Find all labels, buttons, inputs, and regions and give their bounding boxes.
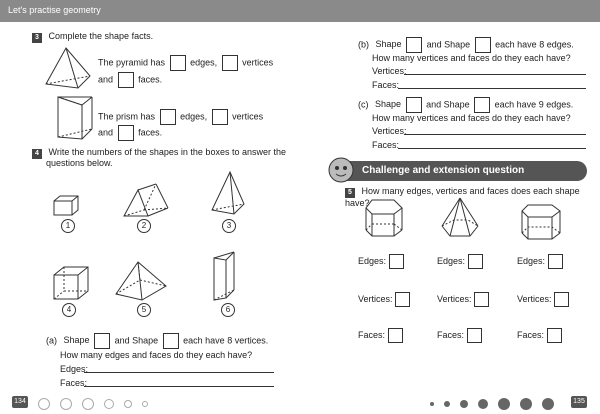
- q3-pyramid-line2: [98, 72, 162, 88]
- text: each have 8 vertices.: [183, 335, 269, 346]
- shape-label-6: 6: [221, 303, 235, 317]
- q5-shape3-faces: [517, 328, 562, 343]
- q5-hexagonal-prism: [520, 203, 564, 243]
- text: The pyramid has: [98, 57, 166, 68]
- footer-dot: [142, 401, 148, 407]
- pyramid-edges-box[interactable]: [170, 55, 186, 71]
- q4a-edges-answer-line[interactable]: [84, 372, 274, 373]
- footer-dot: [38, 398, 50, 410]
- text: vertices: [232, 111, 264, 122]
- q4b-line: [358, 37, 574, 53]
- q4c-line: [358, 97, 573, 113]
- shape-1-cuboid: [52, 195, 82, 217]
- footer-dot: [478, 399, 488, 409]
- text: Edges:: [437, 255, 466, 266]
- pyramid-faces-box[interactable]: [118, 72, 134, 88]
- text: Shape: [375, 99, 402, 110]
- q3-prism-line1: [98, 109, 263, 125]
- footer-dot: [444, 401, 450, 407]
- text: and Shape: [426, 39, 471, 50]
- prism-vertices-box[interactable]: [212, 109, 228, 125]
- q5-shape1-vertices-box[interactable]: [395, 292, 410, 307]
- footer-dot: [430, 402, 434, 406]
- text: faces.: [138, 74, 163, 85]
- text: each have 8 edges.: [495, 39, 574, 50]
- q4c-vertices-answer-line[interactable]: [404, 134, 586, 135]
- prism-edges-box[interactable]: [160, 109, 176, 125]
- q4-number: 4: [32, 149, 42, 159]
- text: edges,: [190, 57, 218, 68]
- text: vertices: [242, 57, 274, 68]
- text: each have 9 edges.: [494, 99, 574, 110]
- mascot-icon: [326, 155, 356, 185]
- prism-faces-box[interactable]: [118, 125, 134, 141]
- q5-shape2-faces-box[interactable]: [467, 328, 482, 343]
- q3-pyramid-shape: [44, 46, 94, 91]
- challenge-banner: Challenge and extension question: [332, 161, 587, 181]
- text: edges,: [180, 111, 208, 122]
- q4b-shape-box-1[interactable]: [406, 37, 422, 53]
- q5-prompt: How many edges, vertices and faces does each shape have?: [345, 186, 580, 208]
- footer-dot: [104, 399, 114, 409]
- text: Shape: [375, 39, 402, 50]
- shape-2-triangular-prism: [122, 182, 170, 220]
- q5-shape2-vertices: [437, 292, 489, 307]
- text: Shape: [63, 335, 90, 346]
- footer-dot: [542, 398, 554, 410]
- text: (c): [358, 99, 369, 110]
- shape-4-cube: [52, 265, 92, 301]
- text: and: [98, 127, 114, 138]
- q5-shape1-faces-box[interactable]: [388, 328, 403, 343]
- q4c-question: How many vertices and faces do they each have?: [372, 113, 571, 123]
- q4a-faces-label: Faces:: [60, 378, 88, 388]
- q5-shape2-faces: [437, 328, 482, 343]
- q3-number: 3: [32, 33, 42, 43]
- text: Edges:: [517, 255, 546, 266]
- shape-label-3: 3: [222, 219, 236, 233]
- q5-shape2-edges: [437, 254, 483, 269]
- q5-shape2-edges-box[interactable]: [468, 254, 483, 269]
- q5-shape3-edges: [517, 254, 563, 269]
- q4c-faces-label: Faces:: [372, 140, 400, 150]
- q3-pyramid-line1: [98, 55, 273, 71]
- q4c-vertices-label: Vertices:: [372, 126, 407, 136]
- q4a-line: [46, 333, 268, 349]
- pyramid-vertices-box[interactable]: [222, 55, 238, 71]
- q4a-shape-box-2[interactable]: [163, 333, 179, 349]
- q5-pentagonal-pyramid: [440, 196, 480, 240]
- footer-dot: [60, 398, 72, 410]
- page-title: Let's practise geometry: [8, 5, 101, 15]
- text: and: [98, 74, 114, 85]
- q3-prism-shape: [52, 95, 98, 145]
- text: The prism has: [98, 111, 156, 122]
- q4b-vertices-answer-line[interactable]: [404, 74, 586, 75]
- q5-shape1-vertices: [358, 292, 410, 307]
- shape-label-2: 2: [137, 219, 151, 233]
- q5-shape3-vertices: [517, 292, 569, 307]
- text: Vertices:: [517, 293, 552, 304]
- q4b-faces-answer-line[interactable]: [398, 88, 586, 89]
- text: (a): [46, 335, 57, 346]
- q5-pentagonal-prism: [364, 198, 404, 240]
- footer-dot: [520, 398, 532, 410]
- text: faces.: [138, 127, 163, 138]
- q5-shape3-faces-box[interactable]: [547, 328, 562, 343]
- text: Vertices:: [437, 293, 472, 304]
- shape-label-1: 1: [61, 219, 75, 233]
- q4b-faces-label: Faces:: [372, 80, 400, 90]
- left-page-number: 134: [12, 396, 28, 408]
- q3-heading: [32, 31, 153, 43]
- q5-shape2-vertices-box[interactable]: [474, 292, 489, 307]
- footer-dot: [124, 400, 132, 408]
- footer-dot: [82, 398, 94, 410]
- text: Faces:: [517, 329, 545, 340]
- q5-shape1-faces: [358, 328, 403, 343]
- q4b-vertices-label: Vertices:: [372, 66, 407, 76]
- shape-3-pyramid: [210, 170, 250, 216]
- q4a-edges-label: Edges:: [60, 364, 89, 374]
- q5-shape3-vertices-box[interactable]: [554, 292, 569, 307]
- shape-5-square-pyramid: [114, 260, 168, 302]
- q4-prompt-1: Write the numbers of the shapes in the boxes to answer the: [48, 147, 286, 157]
- q3-prompt: Complete the shape facts.: [48, 31, 154, 41]
- footer-dot: [460, 400, 468, 408]
- q5-shape1-edges: [358, 254, 404, 269]
- text: Faces:: [358, 329, 386, 340]
- text: Faces:: [437, 329, 465, 340]
- right-page-number: 135: [571, 396, 587, 408]
- shape-label-4: 4: [62, 303, 76, 317]
- q4b-question: How many vertices and faces do they each have?: [372, 53, 571, 63]
- q4c-faces-answer-line[interactable]: [398, 148, 586, 149]
- q4a-faces-answer-line[interactable]: [84, 386, 274, 387]
- shape-6-triangular-prism: [210, 250, 244, 304]
- q3-prism-line2: [98, 125, 162, 141]
- text: (b): [358, 39, 369, 50]
- q4a-shape-box-1[interactable]: [94, 333, 110, 349]
- q4c-shape-box-2[interactable]: [474, 97, 490, 113]
- text: and Shape: [114, 335, 159, 346]
- q4-prompt-2: questions below.: [46, 158, 113, 168]
- text: Edges:: [358, 255, 387, 266]
- q4b-shape-box-2[interactable]: [475, 37, 491, 53]
- q5-number: 5: [345, 188, 355, 198]
- q4a-question: How many edges and faces do they each have?: [60, 350, 253, 360]
- shape-label-5: 5: [137, 303, 151, 317]
- footer-dot: [498, 398, 510, 410]
- text: Vertices:: [358, 293, 393, 304]
- q4c-shape-box-1[interactable]: [406, 97, 422, 113]
- text: and Shape: [426, 99, 470, 110]
- q5-shape1-edges-box[interactable]: [389, 254, 404, 269]
- q5-shape3-edges-box[interactable]: [548, 254, 563, 269]
